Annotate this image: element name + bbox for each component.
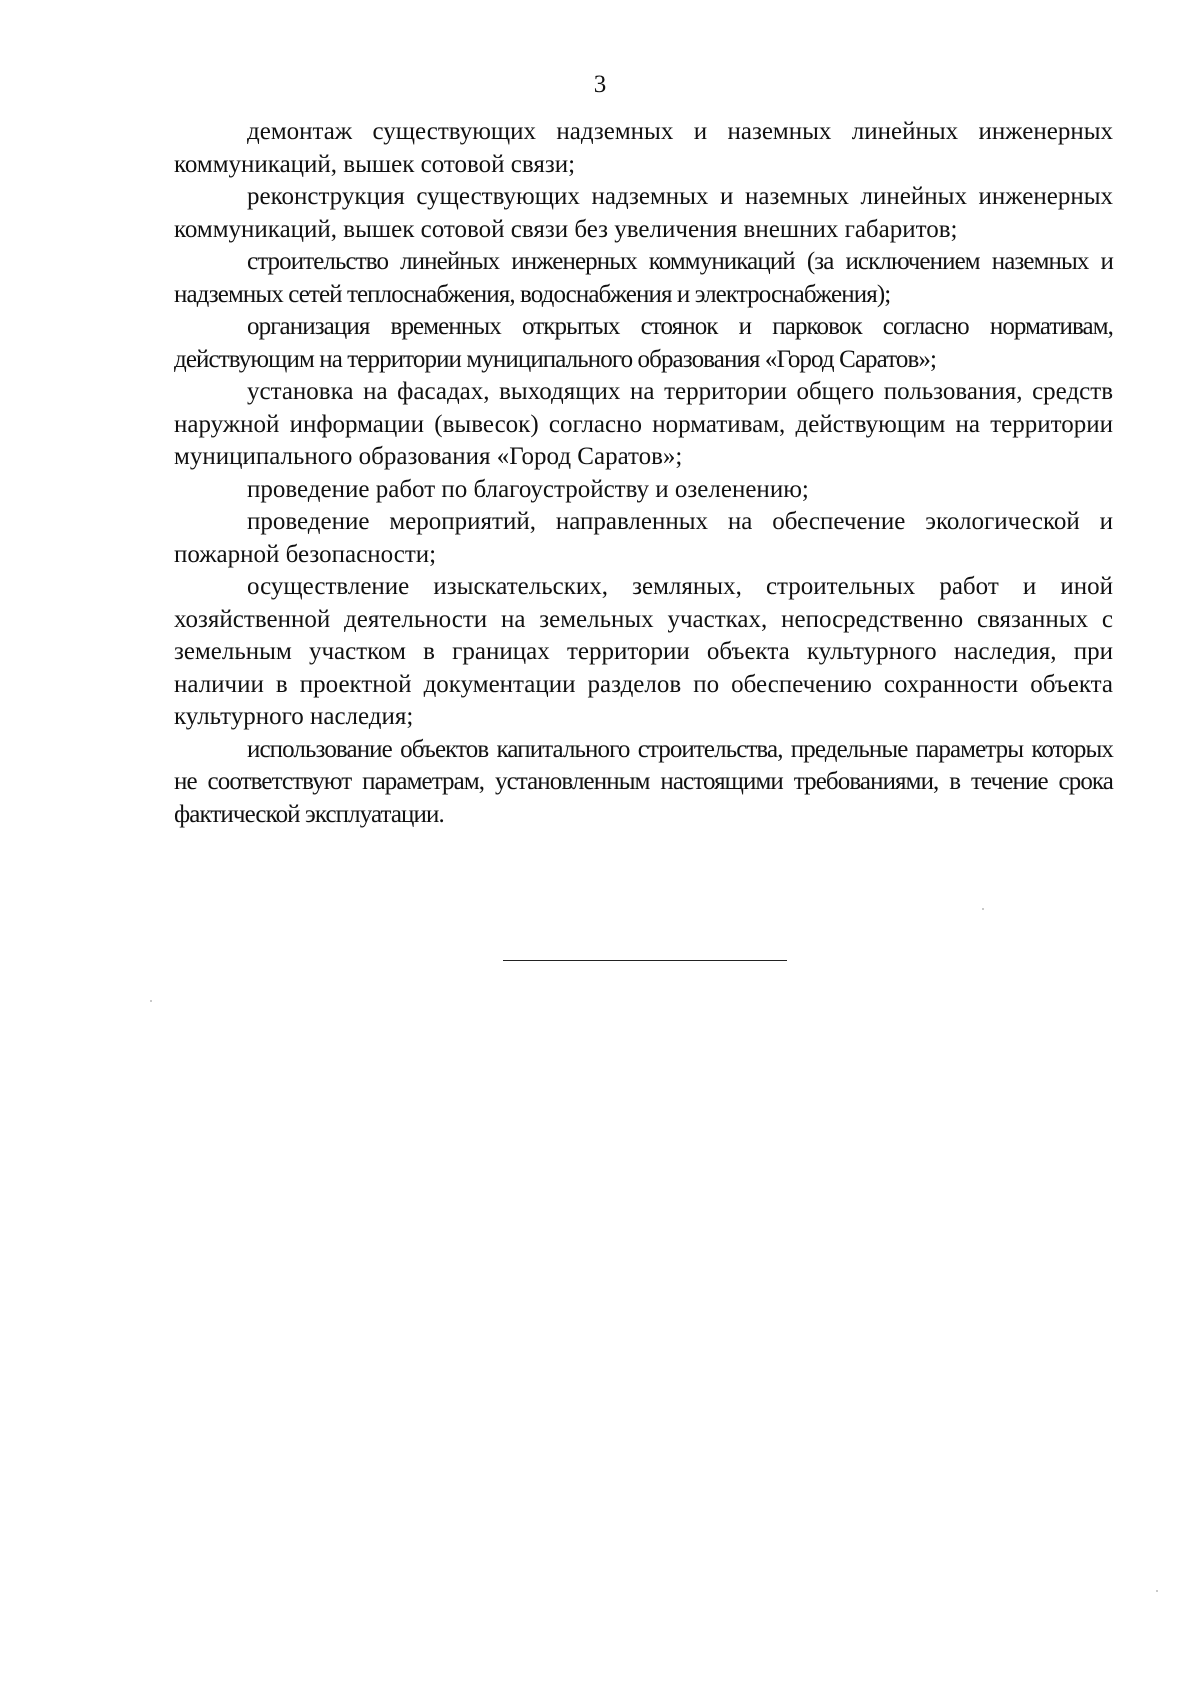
scan-speck bbox=[982, 908, 984, 910]
paragraph-parking: организация временных открытых стоянок и парковок согласно нормативам, действующим на территории муниципального образования «Город Саратов»; bbox=[174, 313, 1113, 373]
paragraph-safety: проведение мероприятий, направленных на обеспечение экологической и пожарной безопасности; bbox=[174, 508, 1113, 568]
paragraph-landscaping: проведение работ по благоустройству и озеленению; bbox=[247, 475, 809, 503]
paragraph-existing-buildings: использование объектов капитального строительства, предельные параметры которых не соответствуют параметрам, установленным настоящими требованиями, в течение срока фактической эксплуатации. bbox=[174, 735, 1113, 828]
scan-speck bbox=[150, 1000, 152, 1002]
document-body bbox=[174, 116, 1113, 831]
paragraph-reconstruction: реконструкция существующих надземных и наземных линейных инженерных коммуникаций, вышек сотовой связи без увеличения внешних габаритов; bbox=[174, 183, 1113, 243]
end-separator-line bbox=[503, 960, 787, 961]
paragraph-signage: установка на фасадах, выходящих на территории общего пользования, средств наружной информации (вывесок) согласно нормативам, действующим на территории муниципального образования «Город Саратов»; bbox=[174, 378, 1113, 470]
page-number: 3 bbox=[593, 71, 607, 98]
paragraph-dismantling: демонтаж существующих надземных и наземных линейных инженерных коммуникаций, вышек сотовой связи; bbox=[174, 118, 1113, 178]
paragraph-earthworks: осуществление изыскательских, земляных, строительных работ и иной хозяйственной деятельности на земельных участках, непосредственно связанных с земельным участком в границах территории объекта культурного наследия, при наличии в проектной документации разделов по обеспечению сохранности объекта культурного наследия; bbox=[174, 573, 1113, 730]
paragraph-construction: строительство линейных инженерных коммуникаций (за исключением наземных и надземных сетей теплоснабжения, водоснабжения и электроснабжения); bbox=[174, 248, 1113, 308]
scan-speck bbox=[1156, 1590, 1158, 1592]
